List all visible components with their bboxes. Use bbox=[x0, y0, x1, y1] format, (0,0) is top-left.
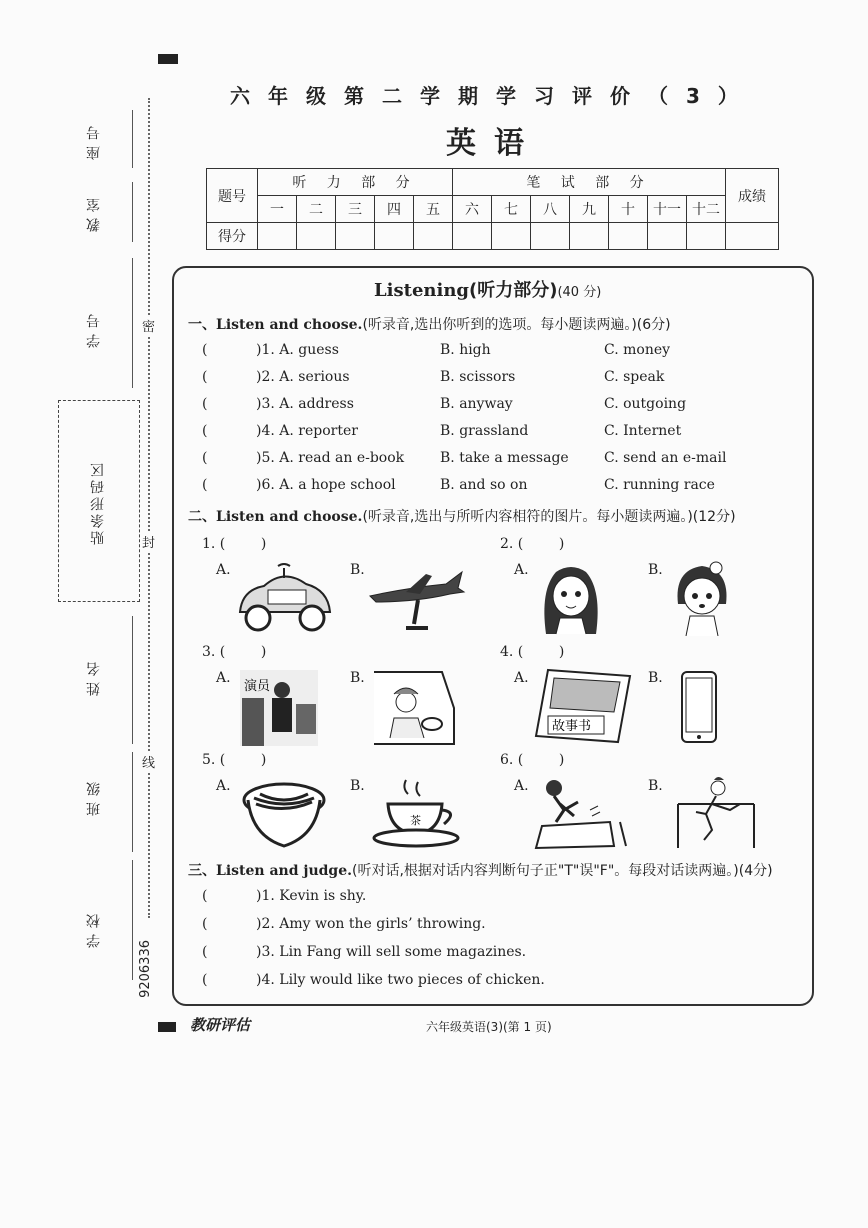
option-a-label: A. bbox=[216, 562, 231, 578]
girl-long-hair-picture[interactable] bbox=[536, 560, 606, 636]
actor-caption: 演员 bbox=[244, 679, 271, 694]
answer-slot[interactable]: ( bbox=[202, 423, 208, 439]
seal-char-3: 线 bbox=[142, 752, 155, 771]
option-b-label: B. bbox=[648, 562, 663, 578]
answer-slot[interactable]: 4. ( ) bbox=[500, 644, 565, 660]
option-c: C. speak bbox=[604, 369, 665, 385]
option-b: B. take a message bbox=[440, 450, 569, 466]
judge-statement: )4. Lily would like two pieces of chicken. bbox=[256, 972, 545, 988]
footer-page: 六年级英语(3)(第 1 页) bbox=[426, 1020, 552, 1034]
student-no-label: 学号 bbox=[86, 308, 102, 348]
answer-slot[interactable]: ( bbox=[202, 396, 208, 412]
judge-slot[interactable]: ( bbox=[202, 888, 208, 904]
barcode-area-label: 贴条形码区 bbox=[90, 460, 106, 545]
actor-picture[interactable] bbox=[238, 668, 320, 748]
option-c: C. Internet bbox=[604, 423, 682, 439]
score-cell[interactable] bbox=[258, 223, 297, 250]
q-num: 八 bbox=[531, 196, 570, 223]
judge-statement: )1. Kevin is shy. bbox=[256, 888, 367, 904]
option-a: )4. A. reporter bbox=[256, 423, 358, 439]
q-num: 六 bbox=[453, 196, 492, 223]
plane-model-picture[interactable] bbox=[366, 562, 468, 634]
running-race-picture[interactable] bbox=[676, 774, 756, 848]
judge-statement: )3. Lin Fang will sell some magazines. bbox=[256, 944, 527, 960]
listening-title-en: Listening bbox=[374, 280, 469, 301]
judge-slot[interactable]: ( bbox=[202, 972, 208, 988]
part3-num: 三、 bbox=[188, 863, 216, 879]
page-title: 六年级第二学期学习评价（3） bbox=[230, 84, 756, 108]
listening-label: 听 力 部 分 bbox=[258, 169, 453, 196]
option-a: )5. A. read an e-book bbox=[256, 450, 405, 466]
option-a-label: A. bbox=[216, 778, 231, 794]
score-table bbox=[206, 168, 779, 250]
storybook-caption: 故事书 bbox=[552, 719, 592, 734]
option-b-label: B. bbox=[350, 670, 365, 686]
answer-slot[interactable]: ( bbox=[202, 369, 208, 385]
option-b-label: B. bbox=[648, 670, 663, 686]
divider bbox=[132, 616, 133, 744]
option-a: )2. A. serious bbox=[256, 369, 350, 385]
option-a-label: A. bbox=[514, 670, 529, 686]
result-label: 成绩 bbox=[726, 169, 779, 223]
classroom-label: 教室 bbox=[86, 192, 102, 232]
answer-slot[interactable]: ( bbox=[202, 342, 208, 358]
answer-slot[interactable]: ( bbox=[202, 450, 208, 466]
storybook-picture[interactable] bbox=[534, 668, 632, 744]
footer-brand: 教研评估 bbox=[190, 1016, 251, 1034]
part3-heading bbox=[188, 860, 773, 880]
q-num: 一 bbox=[258, 196, 297, 223]
listening-title bbox=[374, 276, 601, 302]
judge-slot[interactable]: ( bbox=[202, 916, 208, 932]
written-label: 笔 试 部 分 bbox=[453, 169, 726, 196]
seat-label: 座号 bbox=[86, 120, 102, 160]
option-c: C. outgoing bbox=[604, 396, 687, 412]
part3-heading-cn: (听对话,根据对话内容判断句子正"T"误"F"。每段对话读两遍。)(4分) bbox=[352, 863, 773, 879]
option-a-label: A. bbox=[216, 670, 231, 686]
phone-picture[interactable] bbox=[680, 670, 720, 744]
q-num: 七 bbox=[492, 196, 531, 223]
part2-heading bbox=[188, 506, 736, 526]
q-num: 二 bbox=[297, 196, 336, 223]
score-cell[interactable] bbox=[492, 223, 531, 250]
option-b: B. anyway bbox=[440, 396, 513, 412]
answer-slot[interactable]: 5. ( ) bbox=[202, 752, 267, 768]
school-label: 学校 bbox=[86, 908, 102, 948]
score-cell[interactable] bbox=[453, 223, 492, 250]
seal-line bbox=[148, 98, 150, 918]
listening-title-cn: (听力部分) bbox=[469, 280, 558, 301]
tea-caption: 茶 bbox=[410, 814, 421, 827]
q-num: 三 bbox=[336, 196, 375, 223]
option-b: B. and so on bbox=[440, 477, 528, 493]
part2-heading-cn: (听录音,选出与所听内容相符的图片。每小题读两遍。)(12分) bbox=[362, 509, 736, 525]
score-label: 得分 bbox=[207, 223, 258, 250]
score-cell[interactable] bbox=[297, 223, 336, 250]
subject-title: 英语 bbox=[446, 126, 542, 161]
girl-short-hair-picture[interactable] bbox=[672, 560, 732, 636]
long-jump-picture[interactable] bbox=[534, 776, 634, 850]
option-b-label: B. bbox=[350, 562, 365, 578]
answer-slot[interactable]: 1. ( ) bbox=[202, 536, 267, 552]
divider bbox=[132, 860, 133, 980]
answer-slot[interactable]: 2. ( ) bbox=[500, 536, 565, 552]
option-c: C. running race bbox=[604, 477, 715, 493]
answer-slot[interactable]: 3. ( ) bbox=[202, 644, 267, 660]
seal-char-2: 封 bbox=[142, 532, 155, 551]
part3-heading-en: Listen and judge. bbox=[216, 863, 352, 879]
part2-heading-en: Listen and choose. bbox=[216, 509, 363, 525]
driver-picture[interactable] bbox=[372, 668, 456, 746]
name-label: 姓名 bbox=[86, 656, 102, 696]
score-cell[interactable] bbox=[414, 223, 453, 250]
class-label: 班级 bbox=[86, 776, 102, 816]
option-b-label: B. bbox=[648, 778, 663, 794]
listening-points: (40 分) bbox=[557, 285, 602, 300]
q-num: 十一 bbox=[648, 196, 687, 223]
option-a-label: A. bbox=[514, 562, 529, 578]
score-cell[interactable] bbox=[609, 223, 648, 250]
paper-code: 9206336 bbox=[138, 940, 153, 998]
option-a: )1. A. guess bbox=[256, 342, 339, 358]
score-cell[interactable] bbox=[648, 223, 687, 250]
divider bbox=[132, 258, 133, 388]
option-b: B. grassland bbox=[440, 423, 529, 439]
score-cell[interactable] bbox=[687, 223, 726, 250]
option-c: C. money bbox=[604, 342, 671, 358]
option-b: B. high bbox=[440, 342, 491, 358]
score-cell[interactable] bbox=[375, 223, 414, 250]
part2-num: 二、 bbox=[188, 509, 216, 525]
footer-mark bbox=[158, 1022, 176, 1032]
score-cell[interactable] bbox=[570, 223, 609, 250]
noodles-picture[interactable] bbox=[242, 780, 326, 850]
score-cell[interactable] bbox=[336, 223, 375, 250]
part1-heading bbox=[188, 314, 671, 334]
part1-num: 一、 bbox=[188, 317, 216, 333]
option-a-label: A. bbox=[514, 778, 529, 794]
judge-slot[interactable]: ( bbox=[202, 944, 208, 960]
seal-char-1: 密 bbox=[142, 316, 155, 335]
tea-cup-picture[interactable] bbox=[372, 778, 464, 848]
car-picture[interactable] bbox=[234, 560, 334, 636]
registration-mark bbox=[158, 54, 178, 64]
option-c: C. send an e-mail bbox=[604, 450, 727, 466]
divider bbox=[132, 182, 133, 242]
q-num: 四 bbox=[375, 196, 414, 223]
divider bbox=[132, 752, 133, 852]
total-score-cell[interactable] bbox=[726, 223, 779, 250]
option-b-label: B. bbox=[350, 778, 365, 794]
answer-slot[interactable]: 6. ( ) bbox=[500, 752, 565, 768]
q-num: 十二 bbox=[687, 196, 726, 223]
part1-heading-cn: (听录音,选出你听到的选项。每小题读两遍。)(6分) bbox=[362, 317, 671, 333]
q-num: 九 bbox=[570, 196, 609, 223]
divider bbox=[132, 110, 133, 168]
q-label: 题号 bbox=[207, 169, 258, 223]
answer-slot[interactable]: ( bbox=[202, 477, 208, 493]
score-cell[interactable] bbox=[531, 223, 570, 250]
option-a: )6. A. a hope school bbox=[256, 477, 396, 493]
option-a: )3. A. address bbox=[256, 396, 354, 412]
judge-statement: )2. Amy won the girls’ throwing. bbox=[256, 916, 486, 932]
option-b: B. scissors bbox=[440, 369, 516, 385]
q-num: 十 bbox=[609, 196, 648, 223]
part1-heading-en: Listen and choose. bbox=[216, 317, 363, 333]
q-num: 五 bbox=[414, 196, 453, 223]
